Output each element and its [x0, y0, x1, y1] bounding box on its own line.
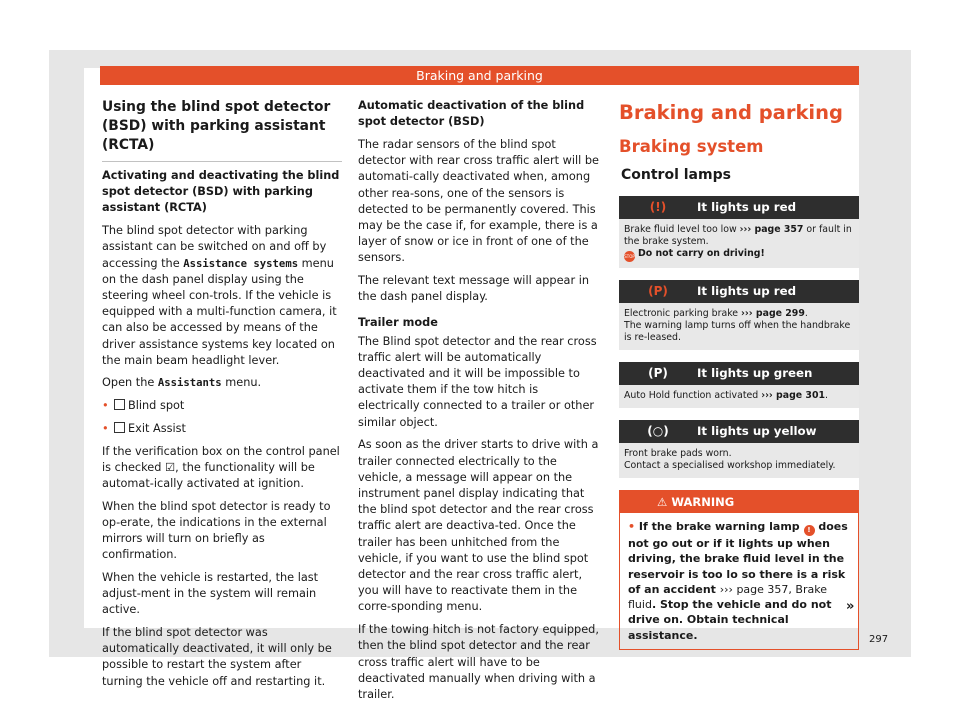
column-middle	[358, 98, 600, 710]
page-link[interactable]: ››› page 299	[741, 308, 805, 319]
page-link[interactable]: ››› page 301	[761, 390, 825, 401]
section-title: Using the blind spot detector (BSD) with parking assistant (RCTA)	[102, 98, 342, 162]
text: Brake fluid level too low	[624, 224, 740, 235]
text: Open the	[102, 376, 158, 390]
list-item	[102, 421, 342, 437]
paragraph: The relevant text message will appear in the dash panel display.	[358, 274, 589, 304]
text: Front brake pads worn.	[624, 448, 732, 459]
paragraph: The Blind spot detector and the rear cross traffic alert will be automatically deactivated and it will be impossible to activate them if the tow hitch is electrically connected to a trailer or other similar object.	[358, 334, 597, 429]
stop-icon-text: STOP	[624, 254, 635, 259]
subsection-title: Activating and deactivating the blind spot detector (BSD) with parking assistant (RCTA)	[102, 169, 340, 215]
text: menu.	[221, 376, 262, 390]
column-right	[619, 101, 859, 650]
text: The blind spot detector with parking assistant can be switched on and off by accessing the	[102, 224, 327, 270]
lamp-label: It lights up red	[697, 200, 797, 215]
paragraph: The radar sensors of the blind spot detector with rear cross traffic alert will be automati-cally deactivated when, among other rea-sons, one of the sensors is detected to be permanently covered. This may be the case if, for example, there is a layer of snow or ice in front of one of the sensors.	[358, 137, 599, 265]
warning-label: WARNING	[671, 495, 735, 509]
auto-hold-icon: (P)	[648, 366, 668, 381]
checked-box-icon: ☑	[165, 460, 176, 474]
option-label: Blind spot	[128, 399, 185, 413]
warning-box	[619, 490, 859, 650]
paragraph	[102, 444, 342, 493]
section-title: Control lamps	[621, 167, 731, 183]
lamp-header	[619, 362, 859, 385]
lamp-entry	[619, 280, 859, 350]
text: Electronic parking brake	[624, 308, 742, 319]
brake-pads-icon: (○)	[647, 424, 669, 439]
warning-body	[620, 513, 858, 649]
text: If the brake warning lamp	[638, 520, 804, 533]
brake-warning-icon: !	[804, 525, 815, 536]
chapter-banner: Braking and parking	[100, 66, 859, 85]
list-item	[102, 398, 342, 414]
text: .	[825, 390, 828, 401]
parking-brake-icon: (P)	[648, 284, 668, 299]
subsection-title: Automatic deactivation of the blind spot detector (BSD)	[358, 99, 585, 129]
paragraph	[102, 223, 342, 369]
lamp-description	[619, 303, 859, 350]
chapter-title: Braking and parking	[619, 101, 843, 124]
paragraph	[102, 375, 342, 391]
warning-text: Do not carry on driving!	[637, 248, 765, 259]
page-link[interactable]: ››› page 357, Brake fluid	[628, 582, 827, 612]
lamp-header	[619, 196, 859, 219]
column-left	[102, 98, 342, 696]
text: Auto Hold function activated	[624, 390, 762, 401]
lamp-entry	[619, 362, 859, 408]
lamp-header	[619, 280, 859, 303]
menu-name: Assistance systems	[183, 257, 299, 270]
text: .	[804, 308, 808, 319]
text: Contact a specialised workshop immediately.	[624, 460, 836, 471]
continue-icon: »	[846, 599, 855, 614]
text: If the verification box on the control panel is checked	[102, 444, 340, 474]
paragraph: When the vehicle is restarted, the last adjust-ment in the system will remain active.	[102, 570, 319, 617]
bullet-icon: •	[102, 421, 109, 435]
text: does not go out or if it lights up when driving, the brake fluid level in the reservoir is too lo so there is a risk of an accident	[628, 520, 848, 596]
text: The warning lamp turns off when the handbrake is re-leased.	[624, 320, 851, 343]
checkbox-icon	[114, 422, 125, 433]
menu-name: Assistants	[157, 377, 222, 390]
text: , the functionality will be automat-ically activated at ignition.	[102, 460, 315, 490]
lamp-description	[619, 443, 859, 478]
page-number: 297	[869, 634, 889, 645]
lamp-description	[619, 219, 859, 268]
paragraph: If the towing hitch is not factory equipped, then the blind spot detector and the rear cross traffic alert will have to be deactivated manually when driving with a trailer.	[358, 623, 599, 701]
text: menu on the dash panel display using the steering wheel con-trols. If the vehicle is equipped with a multi-function camera, it can also be accessed by means of the driver assistance systems key located on the main beam headlight lever.	[102, 256, 337, 367]
bullet-icon: •	[628, 520, 636, 533]
lamp-label: It lights up red	[697, 284, 797, 299]
lamp-label: It lights up green	[697, 366, 813, 381]
page-link[interactable]: ››› page 357	[739, 224, 804, 235]
stop-icon	[624, 251, 635, 262]
lamp-label: It lights up yellow	[697, 424, 817, 439]
lamp-entry	[619, 196, 859, 268]
brake-warning-icon: (!)	[649, 200, 667, 215]
lamp-header	[619, 420, 859, 443]
text: . Stop the vehicle and do not drive on. Obtain technical assistance.	[628, 598, 832, 642]
subsection-title: Trailer mode	[358, 316, 438, 330]
option-label: Exit Assist	[128, 421, 186, 435]
warning-header: ⚠ WARNING	[620, 491, 858, 513]
paragraph: As soon as the driver starts to drive with a trailer connected electrically to the vehicle, a message will appear on the instrument panel display indicating that the blind spot detector and the rear cross traffic alert are deactiva-ted. Once the trailer has been unhitched from the vehicle, if you want to use the blind spot detector and the rear cross traffic alert, you will have to reactivate them in the corre-sponding menu.	[358, 438, 599, 614]
paragraph: If the blind spot detector was automatically deactivated, it will only be possible to restart the system after turning the vehicle off and restarting it.	[102, 626, 332, 688]
lamp-entry	[619, 420, 859, 478]
checkbox-icon	[114, 399, 125, 410]
text: or fault in the brake system.	[624, 224, 852, 247]
lamp-description	[619, 385, 859, 408]
topic-title: Braking system	[619, 137, 764, 156]
paragraph: When the blind spot detector is ready to op-erate, the indications in the external mirrors will turn on briefly as confirmation.	[102, 499, 331, 562]
bullet-icon: •	[102, 399, 109, 413]
